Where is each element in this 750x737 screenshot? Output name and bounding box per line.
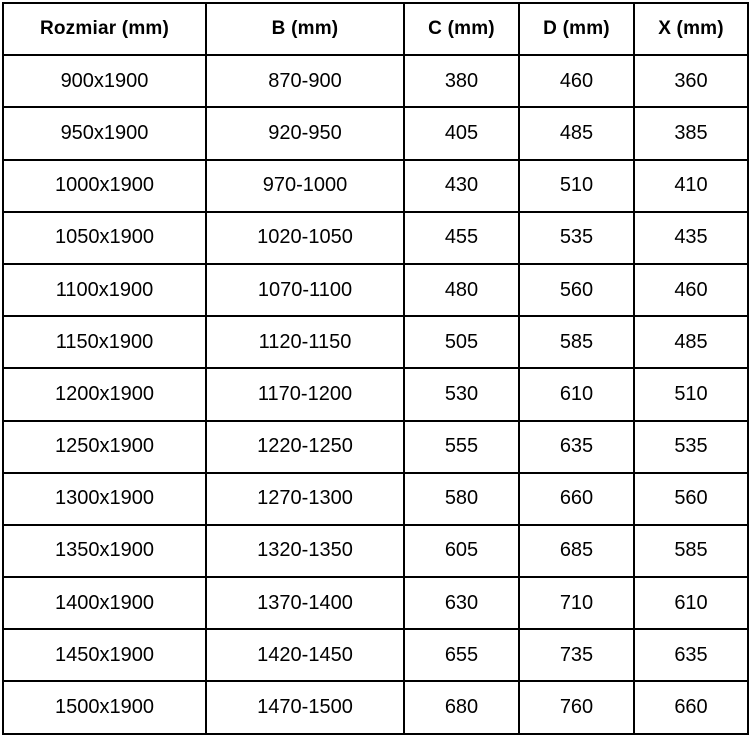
table-cell: 510	[519, 160, 634, 212]
table-row	[3, 316, 748, 368]
column-header-x: X (mm)	[634, 3, 748, 55]
table-cell: 1320-1350	[206, 525, 404, 577]
table-cell: 480	[404, 264, 519, 316]
table-row	[3, 421, 748, 473]
table-cell: 510	[634, 368, 748, 420]
header-row	[3, 3, 748, 55]
table-cell: 1020-1050	[206, 212, 404, 264]
table-cell: 610	[519, 368, 634, 420]
table-cell: 1370-1400	[206, 577, 404, 629]
table-row	[3, 681, 748, 733]
table-cell: 1070-1100	[206, 264, 404, 316]
table-cell: 1120-1150	[206, 316, 404, 368]
table-row	[3, 264, 748, 316]
table-cell: 630	[404, 577, 519, 629]
table-cell: 405	[404, 107, 519, 159]
table-row	[3, 368, 748, 420]
table-cell: 1250x1900	[3, 421, 206, 473]
table-cell: 1170-1200	[206, 368, 404, 420]
table-cell: 870-900	[206, 55, 404, 107]
table-cell: 385	[634, 107, 748, 159]
table-cell: 970-1000	[206, 160, 404, 212]
table-cell: 585	[634, 525, 748, 577]
column-header-rozmiar: Rozmiar (mm)	[3, 3, 206, 55]
table-body	[3, 55, 748, 733]
table-row	[3, 473, 748, 525]
table-cell: 555	[404, 421, 519, 473]
table-cell: 655	[404, 629, 519, 681]
table-cell: 1050x1900	[3, 212, 206, 264]
table-cell: 680	[404, 681, 519, 733]
table-cell: 1100x1900	[3, 264, 206, 316]
table-cell: 1000x1900	[3, 160, 206, 212]
table-cell: 1300x1900	[3, 473, 206, 525]
table-cell: 505	[404, 316, 519, 368]
table-header	[3, 3, 748, 55]
table-row	[3, 160, 748, 212]
table-row	[3, 212, 748, 264]
column-header-c: C (mm)	[404, 3, 519, 55]
table-cell: 585	[519, 316, 634, 368]
table-cell: 455	[404, 212, 519, 264]
table-cell: 410	[634, 160, 748, 212]
table-cell: 735	[519, 629, 634, 681]
table-cell: 430	[404, 160, 519, 212]
table-cell: 635	[519, 421, 634, 473]
table-row	[3, 107, 748, 159]
table-cell: 1450x1900	[3, 629, 206, 681]
table-cell: 1420-1450	[206, 629, 404, 681]
table-row	[3, 525, 748, 577]
table-cell: 1200x1900	[3, 368, 206, 420]
table-cell: 660	[519, 473, 634, 525]
table-cell: 635	[634, 629, 748, 681]
table-cell: 580	[404, 473, 519, 525]
table-cell: 760	[519, 681, 634, 733]
table-cell: 560	[519, 264, 634, 316]
table-cell: 610	[634, 577, 748, 629]
column-header-d: D (mm)	[519, 3, 634, 55]
table-row	[3, 55, 748, 107]
table-cell: 900x1900	[3, 55, 206, 107]
table-cell: 950x1900	[3, 107, 206, 159]
table-cell: 380	[404, 55, 519, 107]
table-cell: 560	[634, 473, 748, 525]
table-cell: 605	[404, 525, 519, 577]
table-cell: 1500x1900	[3, 681, 206, 733]
table-cell: 535	[519, 212, 634, 264]
table-cell: 1220-1250	[206, 421, 404, 473]
table-cell: 485	[519, 107, 634, 159]
table-cell: 660	[634, 681, 748, 733]
table-cell: 460	[634, 264, 748, 316]
table-cell: 535	[634, 421, 748, 473]
table-cell: 1350x1900	[3, 525, 206, 577]
table-cell: 685	[519, 525, 634, 577]
table-row	[3, 629, 748, 681]
table-cell: 920-950	[206, 107, 404, 159]
table-cell: 485	[634, 316, 748, 368]
table-cell: 1470-1500	[206, 681, 404, 733]
table-cell: 1270-1300	[206, 473, 404, 525]
table-cell: 360	[634, 55, 748, 107]
table-row	[3, 577, 748, 629]
size-dimensions-table	[2, 2, 749, 735]
table-cell: 460	[519, 55, 634, 107]
table-cell: 1400x1900	[3, 577, 206, 629]
table-cell: 1150x1900	[3, 316, 206, 368]
table-cell: 435	[634, 212, 748, 264]
table-cell: 710	[519, 577, 634, 629]
column-header-b: B (mm)	[206, 3, 404, 55]
table-cell: 530	[404, 368, 519, 420]
